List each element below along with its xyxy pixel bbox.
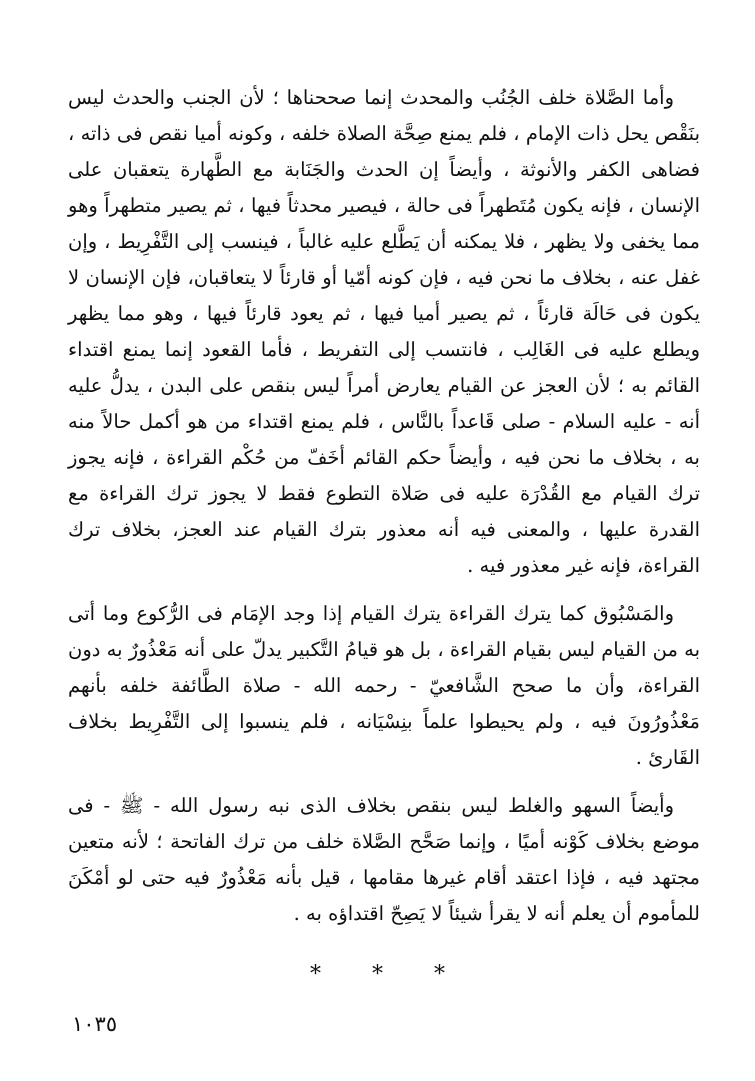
paragraph-3: وأيضاً السهو والغلط ليس بنقص بخلاف الذى نبه رسول الله - ﷺ - فى موضع بخلاف كَوْنه أميًا ، وإنما صَحَّح الصَّلاة خلف من ترك الفاتحة ؛ لأنه متعين مجتهد فيه ، فإذا اعتقد أقام غيرها مقامها ، قيل بأنه مَعْذُورٌ فيه حتى لو أمْكَنَ للمأموم أن يعلم أنه لا يقرأ شيئاً لا يَصِحّ اقتداؤه به . — [68, 794, 700, 925]
paragraph-2: والمَسْبُوق كما يترك القراءة يترك القيام إذا وجد الإمَام فى الرُّكوع وما أتى به من القيام ليس بقيام القراءة ، بل هو قيامُ التَّكبير يدلّ على أنه مَعْذُورٌ به دون القراءة، وأن ما صحح الشَّافعيّ - رحمه الله - صلاة الطَّائفة خلفه بأنهم مَعْذُورُونَ فيه ، ولم يحيطوا علماً بنِسْيَانه ، فلم ينسبوا إلى التَّفْرِيط بخلاف القَارئ . — [68, 602, 700, 769]
separator-star-icon: * — [372, 962, 383, 987]
page-number: ١٠٣٥ — [72, 1012, 118, 1036]
separator-star-icon: * — [310, 962, 321, 987]
paragraph-1: وأما الصَّلاة خلف الجُنُب والمحدث إنما صححناها ؛ لأن الجنب والحدث ليس بنَقْص يحل ذات الإمام ، فلم يمنع صِحَّة الصلاة خلفه ، وكونه أميا نقص فى ذاته ، فضاهى الكفر والأنوثة ، وأيضاً إن الحدث والجَنَابة مع الطَّهارة يتعقبان على الإنسان ، فإنه يكون مُتَطهراً فى حالة ، فيصير محدثاً فيها ، ثم يصير متطهراً وهو مما يخفى ولا يظهر ، فلا يمكنه أن يَطَّلع عليه غالباً ، فينسب إلى التَّفْرِيط ، وإن غفل عنه ، بخلاف ما نحن فيه ، فإن كونه أمّيا أو قارئاً لا يتعاقبان، فإن الإنسان لا يكون فى حَالَة قارئاً ، ثم يصير أميا فيها ، ثم يعود قارئاً فيها ، وهو مما يظهر ويطلع عليه فى الغَالِب ، فانتسب إلى التفريط ، فأما القعود إنما يمنع اقتداء القائم به ؛ لأن العجز عن القيام يعارض أمراً ليس بنقص على البدن ، يدلُّ عليه أنه - عليه السلام - صلى قَاعداً بالنَّاس ، فلم يمنع اقتداء من هو أكمل حالاً منه به ، بخلاف ما نحن فيه ، وأيضاً حكم القائم أخَفّ من حُكْم القراءة ، فإنه يجوز ترك القيام مع القُدْرَة عليه فى صَلاة التطوع فقط لا يجوز ترك القراءة مع القدرة عليها ، والمعنى فيه أنه معذور بترك القيام عند العجز، بخلاف ترك القراءة، فإنه غير معذور فيه . — [68, 86, 700, 577]
page-body — [68, 80, 700, 932]
section-separator — [0, 962, 755, 987]
separator-star-icon: * — [434, 962, 445, 987]
